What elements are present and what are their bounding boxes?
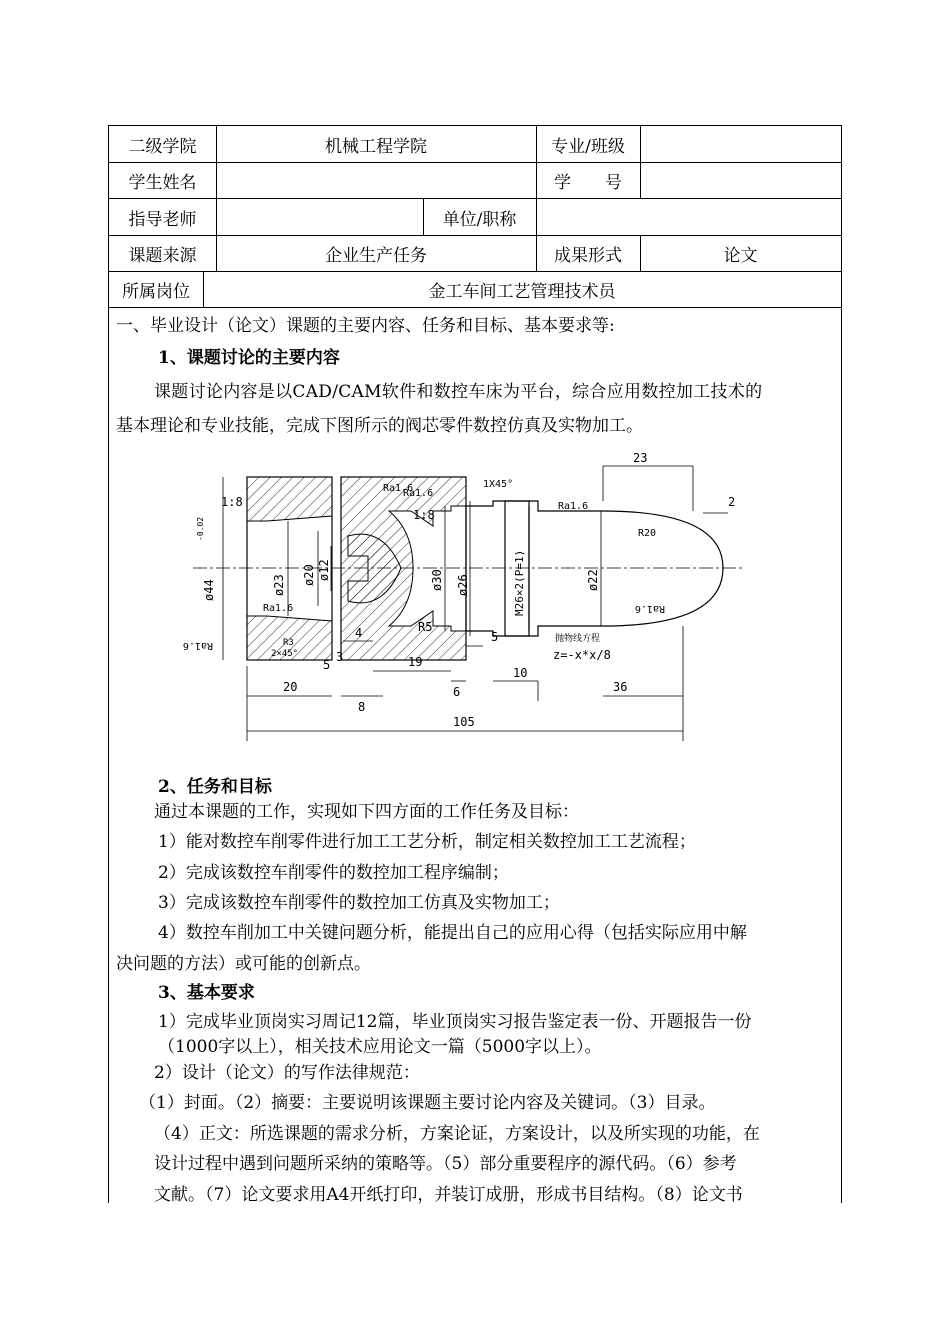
table-row — [109, 126, 841, 163]
svg-text:ø12: ø12 — [317, 559, 331, 581]
list-item: （1000字以上），相关技术应用论文一篇（5000字以上）。 — [158, 1037, 602, 1057]
value-college: 机械工程学院 — [325, 136, 427, 157]
svg-text:23: 23 — [633, 451, 648, 465]
svg-text:ø44: ø44 — [202, 579, 216, 601]
svg-text:1:8: 1:8 — [221, 495, 243, 509]
svg-text:M26×2(P=1): M26×2(P=1) — [513, 549, 526, 616]
svg-text:1:8: 1:8 — [413, 508, 435, 522]
svg-text:ø22: ø22 — [586, 569, 600, 591]
svg-text:20: 20 — [283, 680, 298, 694]
subsection-title-3: 3、基本要求 — [158, 983, 255, 1003]
label-topic-source: 课题来源 — [128, 246, 197, 266]
svg-text:抛物线方程: 抛物线方程 — [555, 634, 601, 644]
svg-text:5: 5 — [323, 658, 331, 672]
list-item: 2）设计（论文）的写作法律规范： — [154, 1063, 420, 1083]
svg-text:19: 19 — [408, 655, 423, 669]
value-topic-source: 企业生产任务 — [325, 246, 427, 266]
svg-text:R5: R5 — [418, 620, 433, 634]
svg-text:10: 10 — [513, 666, 528, 680]
svg-text:R20: R20 — [638, 528, 657, 539]
label-advisor: 指导老师 — [128, 209, 197, 230]
svg-text:R3: R3 — [283, 638, 294, 648]
label-position: 所属岗位 — [122, 282, 190, 302]
value-position: 金工车间工艺管理技术员 — [428, 282, 616, 302]
paragraph-line: 文献。（7）论文要求用A4开纸打印，并装订成册，形成书目结构。（8）论文书 — [154, 1185, 743, 1205]
list-item: 决问题的方法）或可能的创新点。 — [116, 954, 371, 974]
subsection-title-2: 2、任务和目标 — [158, 777, 272, 797]
paragraph-line: 设计过程中遇到问题所采纳的策略等。（5）部分重要程序的源代码。（6）参考 — [154, 1154, 737, 1174]
svg-text:ø26: ø26 — [456, 574, 470, 596]
svg-text:8: 8 — [358, 700, 366, 714]
value-major-class — [640, 126, 841, 162]
form-frame — [108, 125, 842, 1203]
label-unit-title: 单位/职称 — [442, 209, 517, 230]
svg-text:3: 3 — [336, 650, 344, 664]
paragraph-line: 基本理论和专业技能，完成下图所示的阀芯零件数控仿真及实物加工。 — [116, 416, 643, 436]
paragraph-line: （4）正文：所选课题的需求分析，方案论证，方案设计，以及所实现的功能，在 — [154, 1124, 760, 1144]
svg-text:5: 5 — [491, 630, 499, 644]
paragraph-line: 通过本课题的工作，实现如下四方面的工作任务及目标： — [154, 802, 579, 822]
svg-text:Ra1.6: Ra1.6 — [403, 488, 434, 499]
table-row — [109, 199, 841, 236]
list-item: 1）能对数控车削零件进行加工工艺分析，制定相关数控加工工艺流程； — [158, 832, 696, 852]
list-item: 1）完成毕业顶岗实习周记12篇，毕业顶岗实习报告鉴定表一份、开题报告一份 — [158, 1012, 752, 1032]
svg-text:ø30: ø30 — [430, 569, 444, 591]
table-row — [109, 163, 841, 199]
label-result-form: 成果形式 — [554, 246, 622, 266]
list-item: 2）完成该数控车削零件的数控加工程序编制； — [158, 863, 509, 883]
svg-text:Ra1.6: Ra1.6 — [263, 603, 294, 614]
paragraph-line: （1）封面。（2）摘要：主要说明该课题主要讨论内容及关键词。（3）目录。 — [139, 1093, 716, 1113]
list-item: 3）完成该数控车削零件的数控加工仿真及实物加工； — [158, 893, 560, 913]
label-student-name: 学生姓名 — [128, 173, 197, 193]
value-result-form: 论文 — [723, 246, 758, 266]
svg-text:Ra1.6: Ra1.6 — [634, 603, 665, 614]
subsection-title-1: 1、课题讨论的主要内容 — [158, 348, 340, 368]
value-unit-title — [536, 199, 841, 235]
label-college: 二级学院 — [128, 136, 197, 157]
svg-text:2×45°: 2×45° — [271, 649, 299, 659]
svg-text:105: 105 — [453, 715, 475, 729]
table-row — [109, 272, 841, 308]
svg-text:2: 2 — [728, 495, 736, 509]
svg-text:Ra1.6: Ra1.6 — [558, 501, 589, 512]
valve-core-drawing — [183, 451, 763, 751]
value-student-name — [216, 163, 536, 198]
value-student-id — [640, 163, 841, 198]
svg-text:Ra1.6: Ra1.6 — [383, 483, 414, 494]
svg-text:ø20: ø20 — [302, 564, 316, 586]
svg-text:36: 36 — [613, 680, 628, 694]
paragraph-line: 课题讨论内容是以CAD/CAM软件和数控车床为平台，综合应用数控加工技术的 — [154, 382, 763, 402]
svg-text:-0.02: -0.02 — [196, 516, 205, 541]
svg-text:Ra1.6: Ra1.6 — [183, 640, 213, 651]
svg-text:ø23: ø23 — [272, 574, 286, 596]
svg-text:6: 6 — [453, 685, 461, 699]
table-row — [109, 236, 841, 272]
svg-text:z=-x*x/8: z=-x*x/8 — [553, 648, 611, 662]
section-heading: 一、毕业设计（论文）课题的主要内容、任务和目标、基本要求等: — [116, 316, 615, 336]
value-advisor — [216, 199, 423, 235]
svg-text:1X45°: 1X45° — [483, 479, 514, 490]
label-student-id: 学 号 — [554, 173, 622, 193]
label-major-class: 专业/班级 — [551, 136, 625, 157]
list-item: 4）数控车削加工中关键问题分析，能提出自己的应用心得（包括实际应用中解 — [158, 923, 747, 943]
svg-text:4: 4 — [355, 626, 363, 640]
